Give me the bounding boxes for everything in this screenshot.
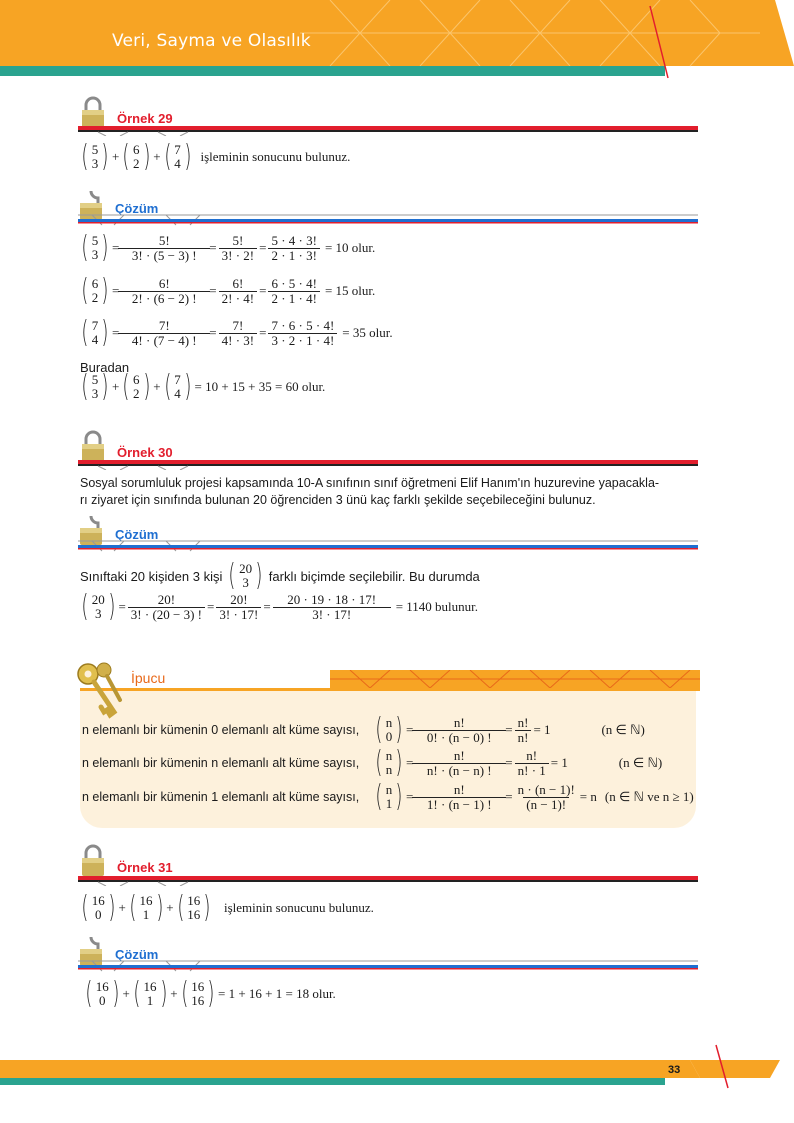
solution-30-label: Çözüm [115, 527, 159, 542]
tip-row-3: n elemanlı bir kümenin 1 elemanlı alt küme sayısı, ( n 1 ) = $\frac{n!}{1! \cdot (n - 1) !}$ = $\frac{n \cdot (n - 1)!}{(n - 1)!}$ = n (n ∈ ℕ ve n ≥ 1) [82, 779, 694, 814]
page-number: 33 [668, 1064, 681, 1076]
solution-29-line-2: ( 6 2 ) = $\frac{6!}{2! \cdot (6 - 2) !}$ = $\frac{6!}{2! \cdot 4!}$ = $\frac{6 \cdot 5 \cdot 4!}{2 \cdot 1 \cdot 4!}$ = 15 olur. [81, 273, 376, 308]
tip-row-2: n elemanlı bir kümenin n elemanlı alt küme sayısı, ( n n ) = $\frac{n!}{n! \cdot (n - n) !}$ = $\frac{n!}{n! \cdot 1}$ = 1 (n ∈ ℕ) [82, 745, 663, 780]
solution-30-line-2: ( 20 3 ) = $\frac{20!}{3! \cdot (20 - 3) !}$ = $\frac{20!}{3! \cdot 17!}$ = $\frac{20 \cdot 19 \cdot 18 \cdot 17!}{3! \cdot 17!}$ = 1140 bulunur. [81, 589, 479, 624]
example-31-rule [78, 876, 698, 886]
example-31-expression: ( 16 0 ) + ( 16 1 ) + ( 16 16 ) işleminin sonucunu bulunuz. [81, 890, 374, 925]
lock-icon [78, 430, 108, 464]
solution-29-rule [78, 213, 698, 227]
solution-29-line-3: ( 7 4 ) = $\frac{7!}{4! \cdot (7 - 4) !}$ = $\frac{7!}{4! \cdot 3!}$ = $\frac{7 \cdot 6 \cdot 5 \cdot 4!}{3 \cdot 2 \cdot 1 \cdot 4!}$ = 35 olur. [81, 315, 393, 350]
tip-row-1: n elemanlı bir kümenin 0 elemanlı alt küme sayısı, ( n 0 ) = $\frac{n!}{0! \cdot (n - 0) !}$ = $\frac{n!}{n!}$ = 1 (n ∈ ℕ) [82, 712, 645, 747]
example-31-task: işleminin sonucunu bulunuz. [224, 900, 374, 915]
buradan-text: Buradan [80, 360, 130, 375]
example-31-label: Örnek 31 [117, 860, 173, 875]
solution-30-rule [78, 539, 698, 553]
example-29-label: Örnek 29 [117, 111, 173, 126]
example-29-rule [78, 126, 698, 136]
solution-29-sum: ( 5 3 ) + ( 6 2 ) + ( 7 4 ) = 10 + 15 + 35 = 60 olur. [81, 369, 326, 404]
example-30-rule [78, 460, 698, 470]
page-heading: Veri, Sayma ve Olasılık [112, 31, 311, 51]
solution-31-rule [78, 959, 698, 973]
keys-icon [74, 660, 126, 722]
example-29-task: işleminin sonucunu bulunuz. [200, 149, 351, 164]
solution-31-label: Çözüm [115, 947, 159, 962]
tip-header-bar [80, 670, 700, 692]
example-30-task: Sosyal sorumluluk projesi kapsamında 10-A sınıfının sınıf öğretmeni Elif Hanım'ın huzurevine yapacakla- rı ziyaret için sınıfında bulunan 20 öğrenciden 3 ünü kaç farklı şekilde seçebileceğini bulunuz. [80, 476, 660, 507]
solution-31-line: ( 16 0 ) + ( 16 1 ) + ( 16 16 ) = 1 + 16 + 1 = 18 olur. [85, 976, 336, 1011]
tip-label: İpucu [131, 670, 166, 686]
solution-29-line-1: ( 5 3 ) = $\frac{5!}{3! \cdot (5 - 3) !}$ = $\frac{5!}{3! \cdot 2!}$ = $\frac{5 \cdot 4 \cdot 3!}{2 \cdot 1 \cdot 3!}$ = 10 olur. [81, 230, 376, 265]
example-29-expression: ( 5 3 ) + ( 6 2 ) + ( 7 4 ) işleminin sonucunu bulunuz. [81, 139, 351, 174]
solution-30-line-1: Sınıftaki 20 kişiden 3 kişi ( 20 3 ) farklı biçimde seçilebilir. Bu durumda [80, 558, 480, 593]
solution-29-label: Çözüm [115, 201, 159, 216]
lock-icon [78, 844, 108, 878]
lock-icon [78, 96, 108, 130]
example-30-label: Örnek 30 [117, 445, 173, 460]
